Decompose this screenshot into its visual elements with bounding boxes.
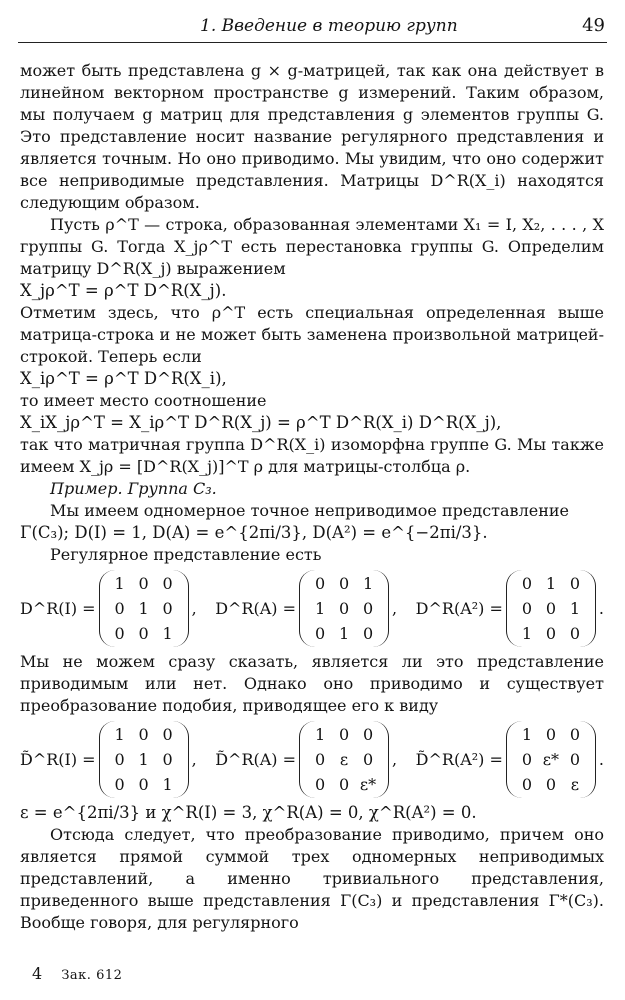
- matrix-entry: 0: [545, 624, 556, 643]
- matrix-entry: 0: [162, 574, 173, 593]
- matrix-entry: 1: [338, 624, 350, 643]
- matrix-entry: 0: [521, 775, 532, 794]
- page-number: 49: [582, 15, 605, 36]
- matrix-equation: D^R(A²) = 0 1 0 0 0 1 1 0 0 .: [416, 570, 604, 647]
- paragraph: Мы не можем сразу сказать, является ли это представление приводимым или нет. Однако оно приводимо и существует преобразование подобия, приводящее его к виду: [20, 652, 604, 715]
- matrix-entry: 0: [569, 750, 580, 769]
- reduced-matrices: [20, 721, 604, 798]
- matrix: [99, 570, 189, 647]
- matrix-entry: 0: [521, 574, 532, 593]
- matrix-entry: 0: [338, 725, 350, 744]
- matrix: [299, 570, 389, 647]
- matrix-entry: 0: [338, 574, 350, 593]
- matrix-equation: D^R(I) = 1 0 0 0 1 0 0 0 1 ,: [20, 570, 197, 647]
- matrix-entry: 0: [569, 624, 580, 643]
- matrix-entry: 0: [569, 574, 580, 593]
- matrix-equation: D̃^R(I) = 1 0 0 0 1 0 0 0 1 ,: [20, 721, 197, 798]
- matrix-entry: 0: [314, 750, 326, 769]
- regular-matrices: [20, 570, 604, 647]
- matrix-entry: 0: [314, 574, 326, 593]
- matrix-entry: 0: [314, 775, 326, 794]
- matrix-entry: 0: [569, 725, 580, 744]
- paragraph: Мы имеем одномерное точное неприводимое представление: [50, 501, 569, 520]
- matrix-entry: 0: [162, 725, 173, 744]
- page-body: [20, 60, 604, 934]
- equation: X_jρ^T = ρ^T D^R(X_j).: [20, 281, 227, 300]
- matrix-label: D^R(A) =: [215, 598, 297, 618]
- matrix-entry: 0: [138, 574, 149, 593]
- matrix-entry: ε: [339, 750, 349, 769]
- matrix-entry: 0: [545, 725, 556, 744]
- matrix-label: D̃^R(A²) =: [415, 749, 503, 769]
- paragraph: Отсюда следует, что преобразование приводимо, причем оно является прямой суммой трех одномерных неприводимых представлений, а именно тривиального представления, приведенного выше представления Γ(C₃) и представления Γ*(C₃). Вообще говоря, для регулярного: [20, 825, 604, 932]
- print-order: Зак. 612: [61, 968, 123, 983]
- matrix-label: D̃^R(I) =: [20, 749, 96, 769]
- matrix-equation: D̃^R(A) = 1 0 0 0 ε 0 0 0 ε* ,: [215, 721, 397, 798]
- matrix-entry: 0: [138, 624, 149, 643]
- matrix: [506, 570, 596, 647]
- matrix-entry: 0: [114, 775, 125, 794]
- chapter-title: 1. Введение в теорию групп: [200, 16, 458, 36]
- matrix-entry: 1: [362, 574, 374, 593]
- matrix-entry: 1: [138, 599, 149, 618]
- matrix-entry: 0: [338, 775, 350, 794]
- sheet-number: 4: [32, 964, 43, 983]
- equation: ε = e^{2πi/3} и χ^R(I) = 3, χ^R(A) = 0, χ^R(A²) = 0.: [20, 803, 477, 822]
- matrix-equation: D̃^R(A²) = 1 0 0 0 ε* 0 0 0 ε .: [416, 721, 604, 798]
- matrix-entry: 1: [314, 599, 326, 618]
- matrix-entry: 0: [138, 775, 149, 794]
- matrix-entry: 0: [362, 725, 374, 744]
- matrix-entry: 0: [114, 624, 125, 643]
- matrix: [506, 721, 596, 798]
- matrix-label: D^R(I) =: [20, 598, 96, 618]
- matrix-entry: 1: [314, 725, 326, 744]
- matrix-entry: ε: [570, 775, 580, 794]
- equation: X_iρ^T = ρ^T D^R(X_i),: [20, 369, 227, 388]
- paragraph: то имеет место соотношение: [20, 391, 267, 410]
- matrix-entry: 0: [162, 750, 173, 769]
- matrix-entry: 0: [362, 624, 374, 643]
- equation: Γ(C₃); D(I) = 1, D(A) = e^{2πi/3}, D(A²) = e^{−2πi/3}.: [20, 523, 488, 542]
- matrix-entry: 0: [338, 599, 350, 618]
- example-heading: Пример. Группа C₃.: [50, 479, 217, 498]
- running-header: [18, 10, 607, 43]
- matrix: [299, 721, 389, 798]
- paragraph: Регулярное представление есть: [50, 545, 322, 564]
- matrix-entry: 0: [521, 750, 532, 769]
- matrix: [99, 721, 189, 798]
- matrix-label: D̃^R(A) =: [215, 749, 297, 769]
- matrix-entry: 0: [362, 599, 374, 618]
- matrix-entry: 1: [114, 574, 125, 593]
- matrix-entry: 1: [545, 574, 556, 593]
- paragraph: может быть представлена g × g-матрицей, так как она действует в линейном векторном пространстве g измерений. Таким образом, мы получаем g матриц для представления g элементов группы G. Это представление носит название регулярного представления и является точным. Но оно приводимо. Мы увидим, что оно содержит все неприводимые представления. Матрицы D^R(X_i) находятся следующим образом.: [20, 61, 604, 212]
- matrix-entry: 1: [114, 725, 125, 744]
- matrix-entry: 0: [545, 599, 556, 618]
- paragraph: Отметим здесь, что ρ^T есть специальная определенная выше матрица-строка и не может быть заменена произвольной матрицей-строкой. Теперь если: [20, 303, 604, 366]
- matrix-entry: 1: [138, 750, 149, 769]
- matrix-equation: D^R(A) = 0 0 1 1 0 0 0 1 0 ,: [215, 570, 397, 647]
- page-footer: [32, 964, 122, 983]
- paragraph: так что матричная группа D^R(X_i) изоморфна группе G. Мы также имеем X_jρ = [D^R(X_j)]^T ρ для матрицы-столбца ρ.: [20, 435, 604, 476]
- matrix-entry: 1: [569, 599, 580, 618]
- matrix-entry: ε*: [359, 775, 377, 794]
- equation: X_iX_jρ^T = X_iρ^T D^R(X_j) = ρ^T D^R(X_i) D^R(X_j),: [20, 413, 502, 432]
- matrix-entry: 0: [162, 599, 173, 618]
- matrix-entry: 0: [521, 599, 532, 618]
- matrix-entry: 1: [162, 775, 173, 794]
- matrix-entry: 0: [138, 725, 149, 744]
- matrix-entry: 1: [521, 725, 532, 744]
- matrix-entry: 0: [362, 750, 374, 769]
- matrix-entry: 0: [114, 750, 125, 769]
- matrix-entry: 1: [162, 624, 173, 643]
- matrix-entry: 0: [114, 599, 125, 618]
- matrix-entry: 0: [545, 775, 556, 794]
- matrix-label: D^R(A²) =: [415, 598, 503, 618]
- matrix-entry: 0: [314, 624, 326, 643]
- matrix-entry: ε*: [542, 750, 560, 769]
- paragraph: Пусть ρ^T — строка, образованная элементами X₁ = I, X₂, . . . , X группы G. Тогда X_jρ^T есть перестановка группы G. Определим матрицу D^R(X_j) выражением: [20, 215, 604, 278]
- matrix-entry: 1: [521, 624, 532, 643]
